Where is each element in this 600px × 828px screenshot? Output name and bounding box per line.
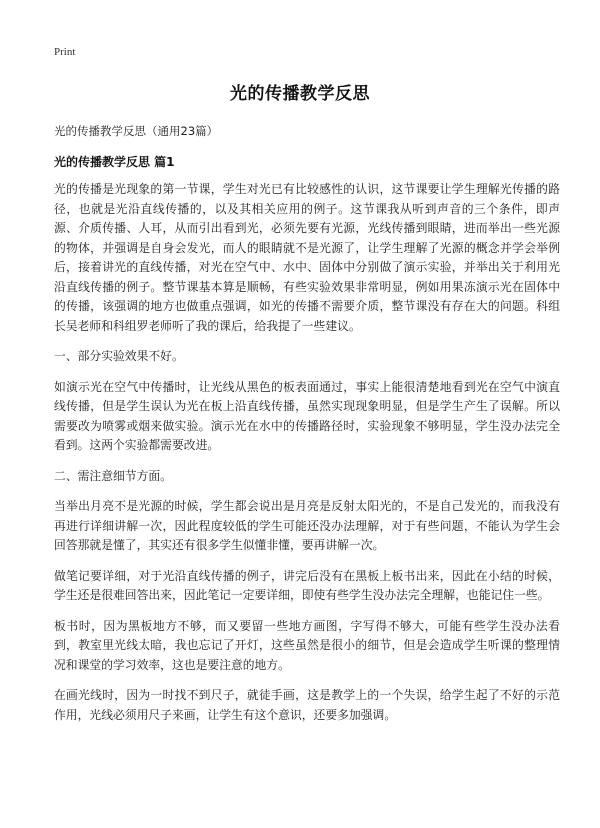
paragraph: 在画光线时，因为一时找不到尺子，就徒手画，这是教学上的一个失误，给学生起了不好的示范作用，光线必须用尺子来画，让学生有这个意识，还要多加强调。: [54, 688, 560, 722]
subheading: 一、部分实验效果不好。: [54, 349, 184, 363]
section-heading: 光的传播教学反思 篇1: [54, 155, 175, 169]
page-title: 光的传播教学反思: [230, 84, 370, 104]
paragraph: 光的传播是光现象的第一节课，学生对光已有比较感性的认识，这节课要让学生理解光传播的路径，也就是光沿直线传播的，以及其相关应用的例子。这节课我从听到声音的三个条件，即声源、介质传播、人耳，从而引出看到光，必须先要有光源，光线传播到眼睛，进而举出一些光源的物体，并强调是自身会发光，而人的眼睛就不是光源了，让学生理解了光源的概念并学会举例后，接着讲光的直线传播，对光在空气中、水中、固体中分别做了演示实验，并举出关于利用光沿直线传播的例子。整节课基本算是顺畅，有些实验效果非常明显，例如用果冻演示光在固体中的传播，该强调的地方也做重点强调，如光的传播不需要介质，整节课没有存在大的问题。科组长吴老师和科组罗老师听了我的课后，给我提了一些建议。: [54, 182, 560, 333]
print-label[interactable]: Print: [54, 46, 76, 58]
document-subtitle: 光的传播教学反思（通用23篇）: [54, 124, 219, 138]
paragraph: 如演示光在空气中传播时，让光线从黑色的板表面通过，事实上能很清楚地看到光在空气中演直线传播，但是学生误认为光在板上沿直线传播，虽然实现现象明显，但是学生产生了误解。所以需要改为喷雾或烟来做实验。演示光在水中的传播路径时，实验现象不够明显，学生没办法完全看到。这两个实验都需要改进。: [54, 379, 560, 452]
article-body: [54, 180, 560, 736]
paragraph: 板书时，因为黑板地方不够，而又要留一些地方画图，字写得不够大，可能有些学生没办法看到，教室里光线太暗，我也忘记了开灯，这些虽然是很小的细节，但是会造成学生听课的整理情况和课堂的学习效率，这也是要注意的地方。: [54, 618, 560, 672]
paragraph: 做笔记要详细，对于光沿直线传播的例子，讲完后没有在黑板上板书出来，因此在小结的时候，学生还是很难回答出来，因此笔记一定要详细，即使有些学生没办法完全理解，也能记住一些。: [54, 568, 560, 602]
paragraph: 当举出月亮不是光源的时候，学生都会说出是月亮是反射太阳光的，不是自己发光的，而我没有再进行详细讲解一次，因此程度较低的学生可能还没办法理解，对于有些问题，不能认为学生会回答那就是懂了，其实还有很多学生似懂非懂，要再讲解一次。: [54, 499, 560, 552]
subheading: 二、需注意细节方面。: [54, 468, 172, 483]
